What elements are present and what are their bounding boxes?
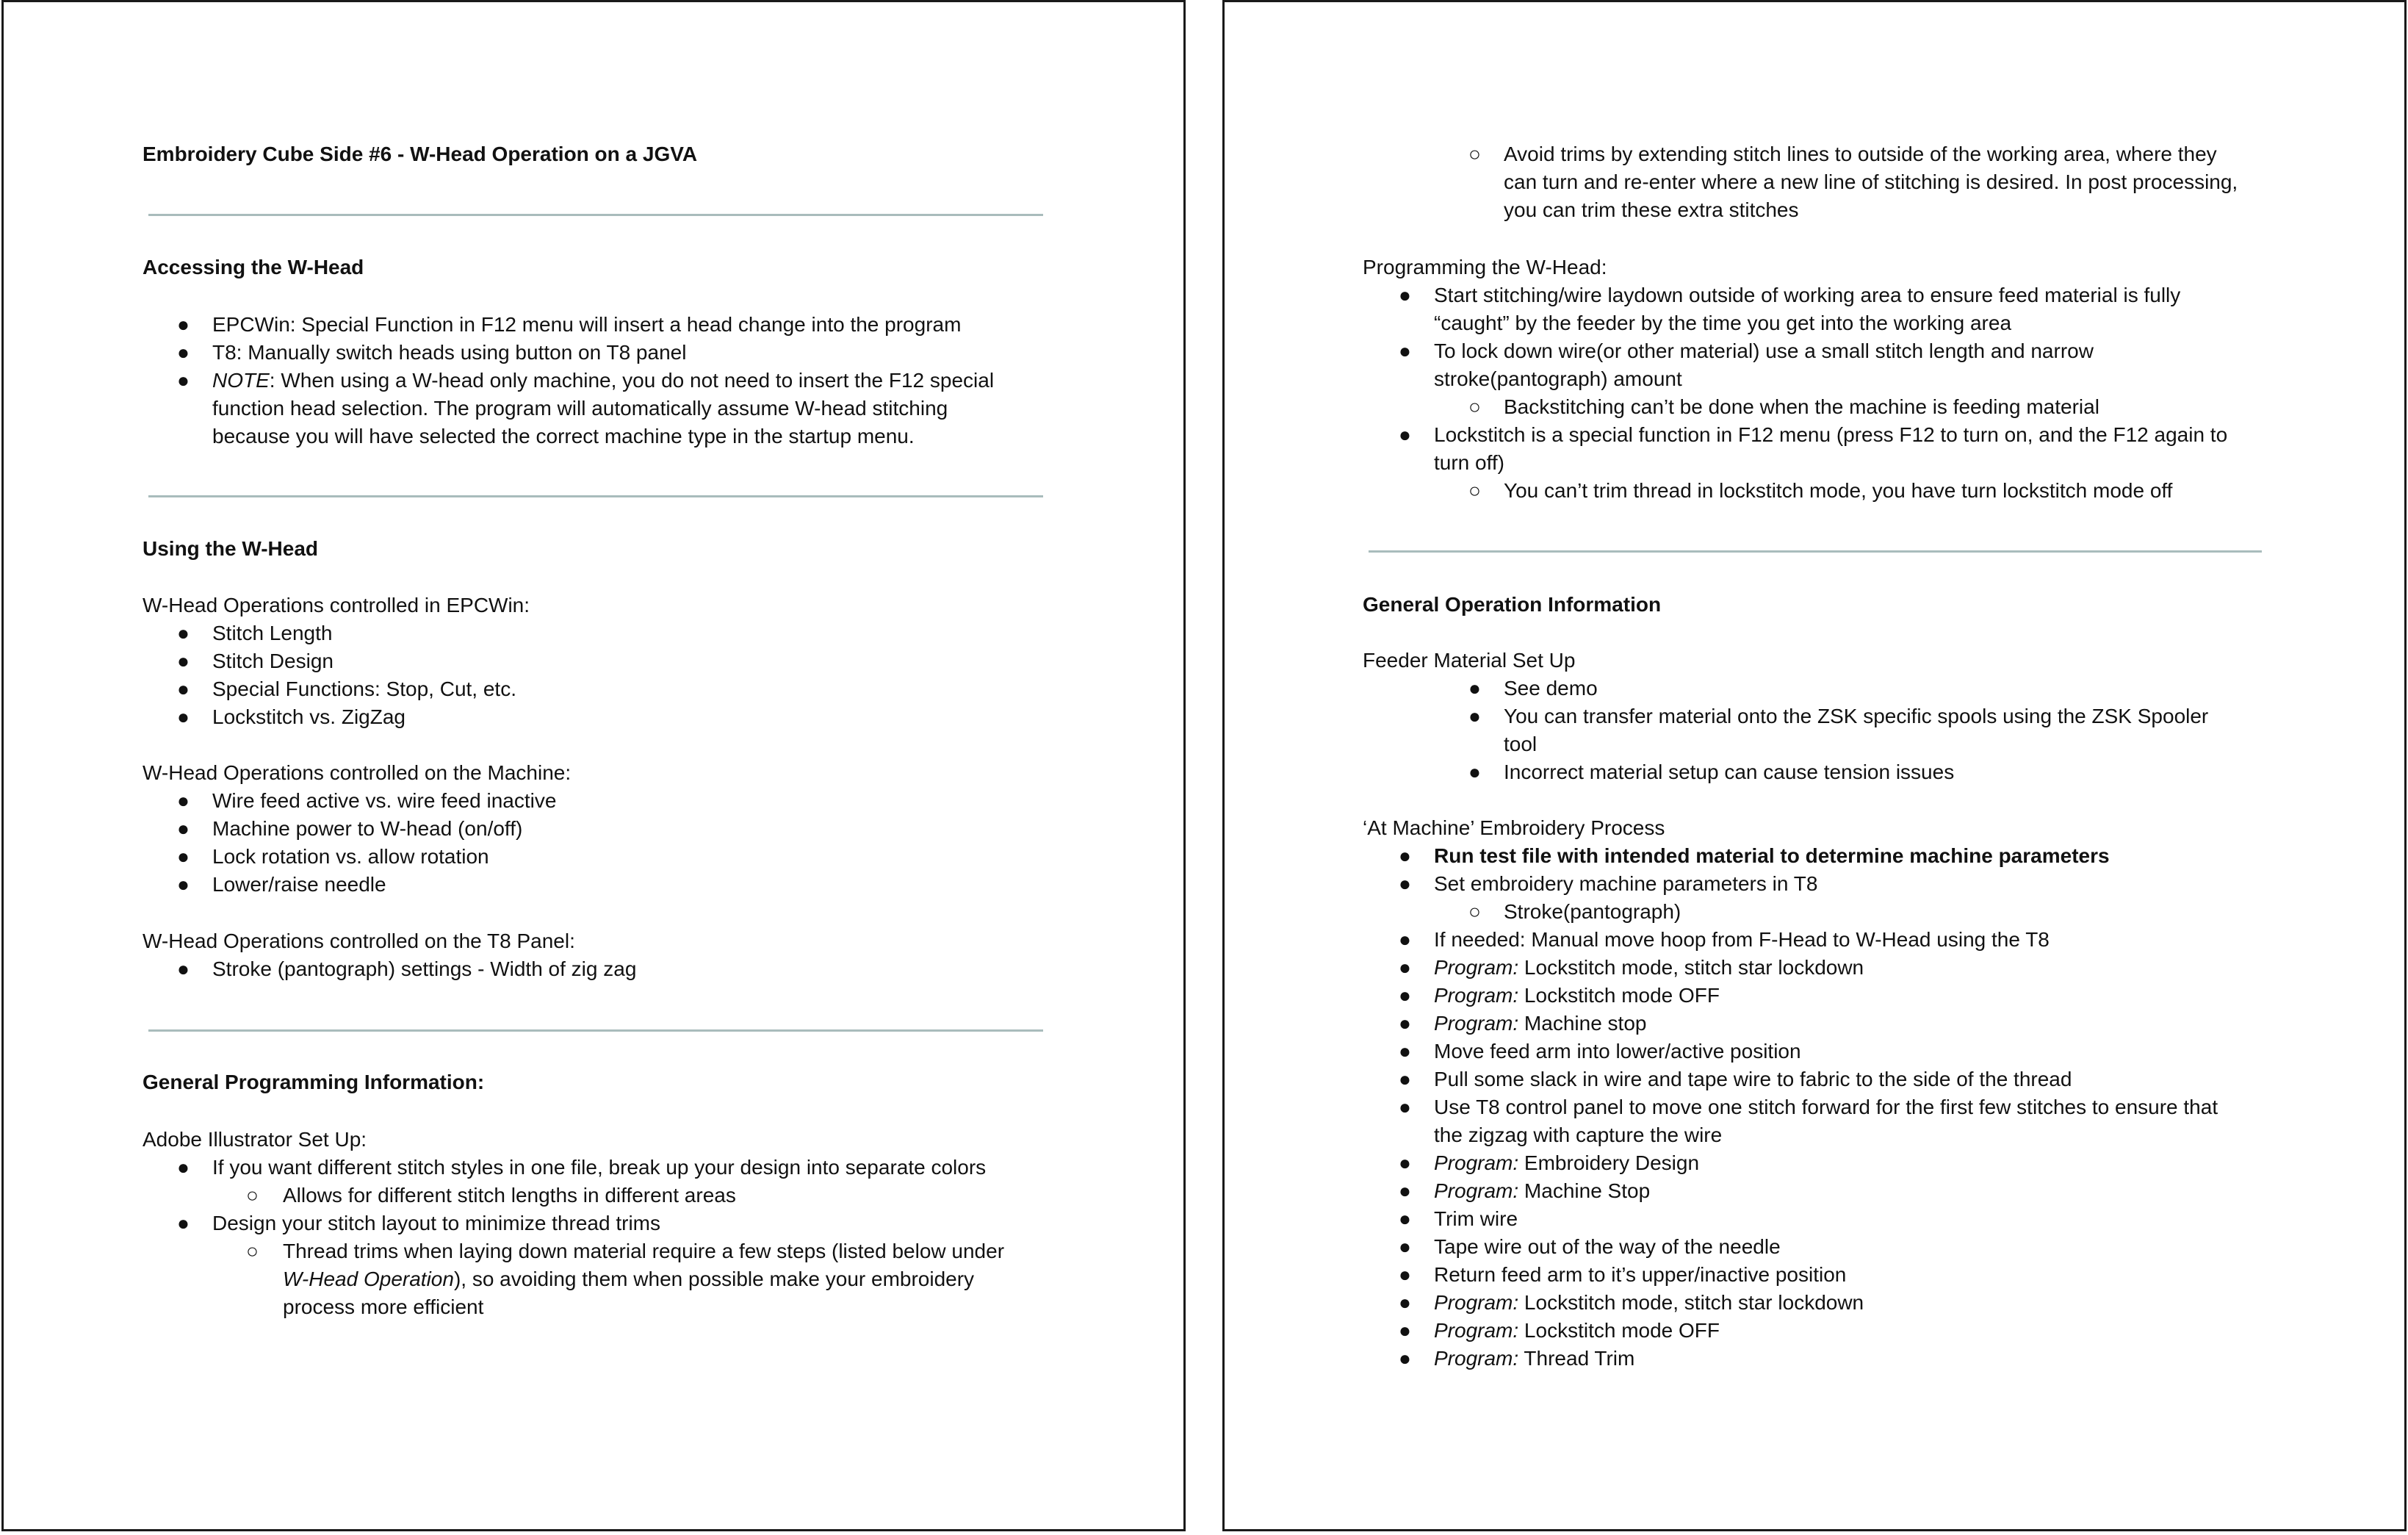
list-label: W-Head Operations controlled in EPCWin: — [143, 594, 530, 616]
document-title: Embroidery Cube Side #6 - W-Head Operation on a JGVA — [143, 143, 698, 165]
list-item: Design your stitch layout to minimize thread trims — [212, 1212, 660, 1234]
section-heading-using: Using the W-Head — [143, 537, 318, 560]
bullet-icon: ● — [1399, 1151, 1411, 1174]
section-divider — [148, 214, 1043, 216]
bullet-icon: ● — [1468, 705, 1481, 727]
list-item: Set embroidery machine parameters in T8 — [1434, 872, 1818, 895]
list-item: Lock rotation vs. allow rotation — [212, 845, 489, 868]
bullet-icon: ● — [1399, 984, 1411, 1007]
list-item: Stitch Length — [212, 622, 333, 644]
bullet-icon: ● — [1399, 1235, 1411, 1258]
sub-bullet-icon: ○ — [246, 1184, 259, 1207]
bullet-icon: ● — [1399, 423, 1411, 446]
bullet-icon: ● — [1399, 284, 1411, 306]
list-item: Pull some slack in wire and tape wire to fabric to the side of the thread — [1434, 1068, 2072, 1090]
list-item — [1434, 1317, 1720, 1345]
bullet-icon: ● — [1399, 956, 1411, 979]
sub-bullet-icon: ○ — [246, 1240, 259, 1262]
list-item: Move feed arm into lower/active position — [1434, 1040, 1801, 1063]
program-label: Program: — [1434, 1291, 1519, 1314]
sub-list-item: You can’t trim thread in lockstitch mode, you have turn lockstitch mode off — [1504, 479, 2173, 502]
bullet-icon: ● — [177, 873, 190, 896]
bullet-icon: ● — [177, 789, 190, 812]
list-item: Return feed arm to it’s upper/inactive position — [1434, 1263, 1847, 1286]
bullet-icon: ● — [177, 369, 190, 392]
list-item-line: stroke(pantograph) amount — [1434, 367, 1682, 390]
list-label: Programming the W-Head: — [1363, 256, 1607, 278]
list-label: W-Head Operations controlled on the Machine: — [143, 761, 572, 784]
list-item — [1434, 1177, 1650, 1205]
text-span: Lockstitch mode, stitch star lockdown — [1518, 956, 1864, 979]
list-item: Use T8 control panel to move one stitch forward for the first few stitches to ensure that — [1434, 1096, 2218, 1118]
bullet-icon: ● — [1399, 1068, 1411, 1090]
section-divider — [148, 495, 1043, 497]
list-item-line: the zigzag with capture the wire — [1434, 1124, 1723, 1146]
list-item: Special Functions: Stop, Cut, etc. — [212, 677, 516, 700]
bullet-icon: ● — [1468, 761, 1481, 783]
bullet-icon: ● — [1399, 1347, 1411, 1370]
text-span: Lockstitch mode OFF — [1518, 984, 1720, 1007]
bullet-icon: ● — [177, 1156, 190, 1179]
bullet-icon: ● — [1468, 677, 1481, 700]
bullet-icon: ● — [177, 705, 190, 728]
list-item: Start stitching/wire laydown outside of working area to ensure feed material is fully — [1434, 284, 2181, 306]
bullet-icon: ● — [177, 957, 190, 980]
program-label: Program: — [1434, 1151, 1519, 1174]
sub-list-item: Allows for different stitch lengths in different areas — [283, 1184, 736, 1207]
text-span: Embroidery Design — [1518, 1151, 1700, 1174]
bullet-icon: ● — [1399, 1319, 1411, 1342]
list-item: See demo — [1504, 677, 1598, 700]
list-item: EPCWin: Special Function in F12 menu will insert a head change into the program — [212, 313, 962, 336]
bullet-icon: ● — [177, 341, 190, 364]
section-heading-general-operation: General Operation Information — [1363, 593, 1662, 616]
sub-bullet-icon: ○ — [1468, 900, 1481, 923]
list-item: Wire feed active vs. wire feed inactive — [212, 789, 557, 812]
bullet-icon: ● — [1399, 1291, 1411, 1314]
note-item — [212, 367, 994, 395]
list-item: Stitch Design — [212, 650, 334, 672]
bullet-icon: ● — [177, 313, 190, 336]
list-label: Adobe Illustrator Set Up: — [143, 1128, 367, 1151]
list-item: Incorrect material setup can cause tension issues — [1504, 761, 1955, 783]
section-divider — [1369, 550, 2262, 553]
note-text-line: because you will have selected the correct machine type in the startup menu. — [212, 425, 915, 447]
list-item: If you want different stitch styles in one file, break up your design into separate colors — [212, 1156, 987, 1179]
bullet-icon: ● — [1399, 872, 1411, 895]
sub-list-item: Thread trims when laying down material require a few steps (listed below under — [283, 1240, 1005, 1262]
section-heading-general-programming: General Programming Information: — [143, 1071, 485, 1093]
sub-list-item: Stroke(pantograph) — [1504, 900, 1681, 923]
text-span: Thread Trim — [1518, 1347, 1635, 1370]
list-item-emphasis: Run test file with intended material to determine machine parameters — [1434, 844, 2110, 867]
list-item: Stroke (pantograph) settings - Width of zig zag — [212, 957, 637, 980]
emphasis-text: W-Head Operation — [283, 1268, 454, 1290]
text-span: Machine Stop — [1518, 1179, 1651, 1202]
list-item: T8: Manually switch heads using button on T8 panel — [212, 341, 687, 364]
list-item: Lockstitch is a special function in F12 menu (press F12 to turn on, and the F12 again to — [1434, 423, 2228, 446]
bullet-icon: ● — [1399, 1179, 1411, 1202]
sub-list-item-line: you can trim these extra stitches — [1504, 198, 1799, 221]
note-text: : When using a W-head only machine, you do not need to insert the F12 special — [269, 369, 995, 392]
program-label: Program: — [1434, 984, 1519, 1007]
document-page-right — [1222, 0, 2407, 1531]
list-label: ‘At Machine’ Embroidery Process — [1363, 816, 1665, 839]
list-item: Trim wire — [1434, 1207, 1518, 1230]
sub-list-item: Backstitching can’t be done when the machine is feeding material — [1504, 395, 2099, 418]
list-item — [1434, 1289, 1864, 1317]
list-item: You can transfer material onto the ZSK specific spools using the ZSK Spooler — [1504, 705, 2209, 727]
bullet-icon: ● — [1399, 339, 1411, 362]
note-text-line: function head selection. The program will automatically assume W-head stitching — [212, 397, 948, 420]
list-label: Feeder Material Set Up — [1363, 649, 1576, 672]
list-item — [1434, 1149, 1699, 1177]
bullet-icon: ● — [177, 817, 190, 840]
program-label: Program: — [1434, 1012, 1519, 1035]
text-span: Machine stop — [1518, 1012, 1647, 1035]
list-item: Lower/raise needle — [212, 873, 386, 896]
bullet-icon: ● — [1399, 1040, 1411, 1063]
sub-bullet-icon: ○ — [1468, 395, 1481, 418]
program-label: Program: — [1434, 1347, 1519, 1370]
list-item: If needed: Manual move hoop from F-Head to W-Head using the T8 — [1434, 928, 2050, 951]
note-label: NOTE — [212, 369, 270, 392]
section-heading-accessing: Accessing the W-Head — [143, 256, 364, 278]
bullet-icon: ● — [1399, 844, 1411, 867]
sub-list-item-line: process more efficient — [283, 1295, 484, 1318]
bullet-icon: ● — [177, 622, 190, 644]
document-page-left — [1, 0, 1186, 1531]
list-item — [1434, 1010, 1646, 1038]
list-item: Lockstitch vs. ZigZag — [212, 705, 405, 728]
bullet-icon: ● — [1399, 1012, 1411, 1035]
section-divider — [148, 1029, 1043, 1032]
list-label: W-Head Operations controlled on the T8 Panel: — [143, 930, 575, 952]
bullet-icon: ● — [1399, 1207, 1411, 1230]
bullet-icon: ● — [177, 677, 190, 700]
list-item-line: tool — [1504, 733, 1538, 755]
program-label: Program: — [1434, 1319, 1519, 1342]
program-label: Program: — [1434, 1179, 1519, 1202]
bullet-icon: ● — [1399, 1096, 1411, 1118]
list-item — [1434, 982, 1720, 1010]
sub-list-item-line: can turn and re-enter where a new line of stitching is desired. In post processing, — [1504, 170, 2238, 193]
list-item: Machine power to W-head (on/off) — [212, 817, 523, 840]
list-item: To lock down wire(or other material) use a small stitch length and narrow — [1434, 339, 2094, 362]
list-item: Tape wire out of the way of the needle — [1434, 1235, 1781, 1258]
bullet-icon: ● — [1399, 928, 1411, 951]
text-span: Lockstitch mode, stitch star lockdown — [1518, 1291, 1864, 1314]
sub-bullet-icon: ○ — [1468, 143, 1481, 165]
list-item-line: “caught” by the feeder by the time you get into the working area — [1434, 312, 2012, 334]
list-item — [1434, 954, 1864, 982]
bullet-icon: ● — [177, 1212, 190, 1234]
text-span: Lockstitch mode OFF — [1518, 1319, 1720, 1342]
list-item — [1434, 1345, 1634, 1373]
sub-list-item-line — [283, 1265, 974, 1293]
text-span: ), so avoiding them when possible make your embroidery — [453, 1268, 975, 1290]
sub-list-item: Avoid trims by extending stitch lines to outside of the working area, where they — [1504, 143, 2217, 165]
bullet-icon: ● — [177, 650, 190, 672]
bullet-icon: ● — [1399, 1263, 1411, 1286]
program-label: Program: — [1434, 956, 1519, 979]
sub-bullet-icon: ○ — [1468, 479, 1481, 502]
bullet-icon: ● — [177, 845, 190, 868]
list-item-line: turn off) — [1434, 451, 1504, 474]
